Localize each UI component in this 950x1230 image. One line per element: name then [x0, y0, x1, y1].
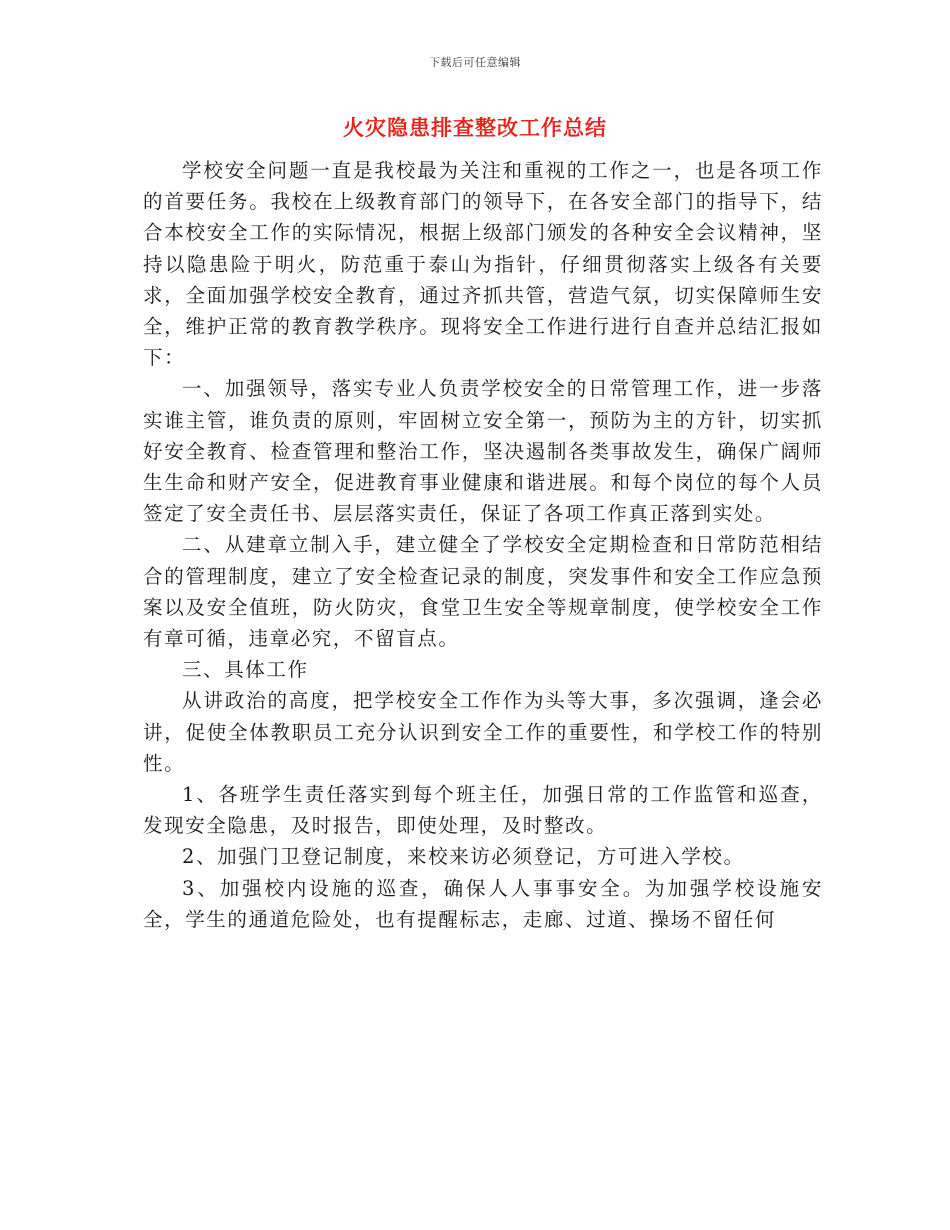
paragraph-intro: 学校安全问题一直是我校最为关注和重视的工作之一，也是各项工作的首要任务。我校在上级教育部门的领导下，在各安全部门的指导下，结合本校安全工作的实际情况，根据上级部门颁发的各种安全会议精神，坚持以隐患险于明火，防范重于泰山为指针，仔细贯彻落实上级各有关要求，全面加强学校安全教育，通过齐抓共管，营造气氛，切实保障师生安全，维护正常的教育教学秩序。现将安全工作进行进行自查并总结汇报如下：: [143, 159, 823, 370]
paragraph-section-3-intro: 从讲政治的高度，把学校安全工作作为头等大事，多次强调，逢会必讲，促使全体教职员工充分认识到安全工作的重要性，和学校工作的特别性。: [143, 689, 823, 775]
paragraph-item-3: 3、加强校内设施的巡查，确保人人事事安全。为加强学校设施安全，学生的通道危险处，也有提醒标志，走廊、过道、操场不留任何: [143, 876, 823, 931]
document-body: [143, 155, 823, 935]
paragraph-section-3-heading: 三、具体工作: [182, 658, 309, 682]
paragraph-section-1: 一、加强领导，落实专业人负责学校安全的日常管理工作，进一步落实谁主管，谁负责的原则，牢固树立安全第一，预防为主的方针，切实抓好安全教育、检查管理和整治工作，坚决遏制各类事故发生，确保广阔师生生命和财产安全，促进教育事业健康和谐进展。和每个岗位的每个人员签定了安全责任书、层层落实责任，保证了各项工作真正落到实处。: [143, 377, 823, 526]
document-title: 火灾隐患排查整改工作总结: [343, 115, 607, 140]
paragraph-item-2: 2、加强门卫登记制度，来校来访必须登记，方可进入学校。: [182, 845, 745, 869]
header-note: 下载后可任意编辑: [429, 56, 521, 69]
paragraph-item-1: 1、各班学生责任落实到每个班主任，加强日常的工作监管和巡查，发现安全隐患，及时报告，即使处理，及时整改。: [143, 783, 823, 838]
paragraph-section-2: 二、从建章立制入手，建立健全了学校安全定期检查和日常防范相结合的管理制度，建立了安全检查记录的制度，突发事件和安全工作应急预案以及安全值班，防火防灾，食堂卫生安全等规章制度，使学校安全工作有章可循，违章必究，不留盲点。: [143, 533, 823, 651]
